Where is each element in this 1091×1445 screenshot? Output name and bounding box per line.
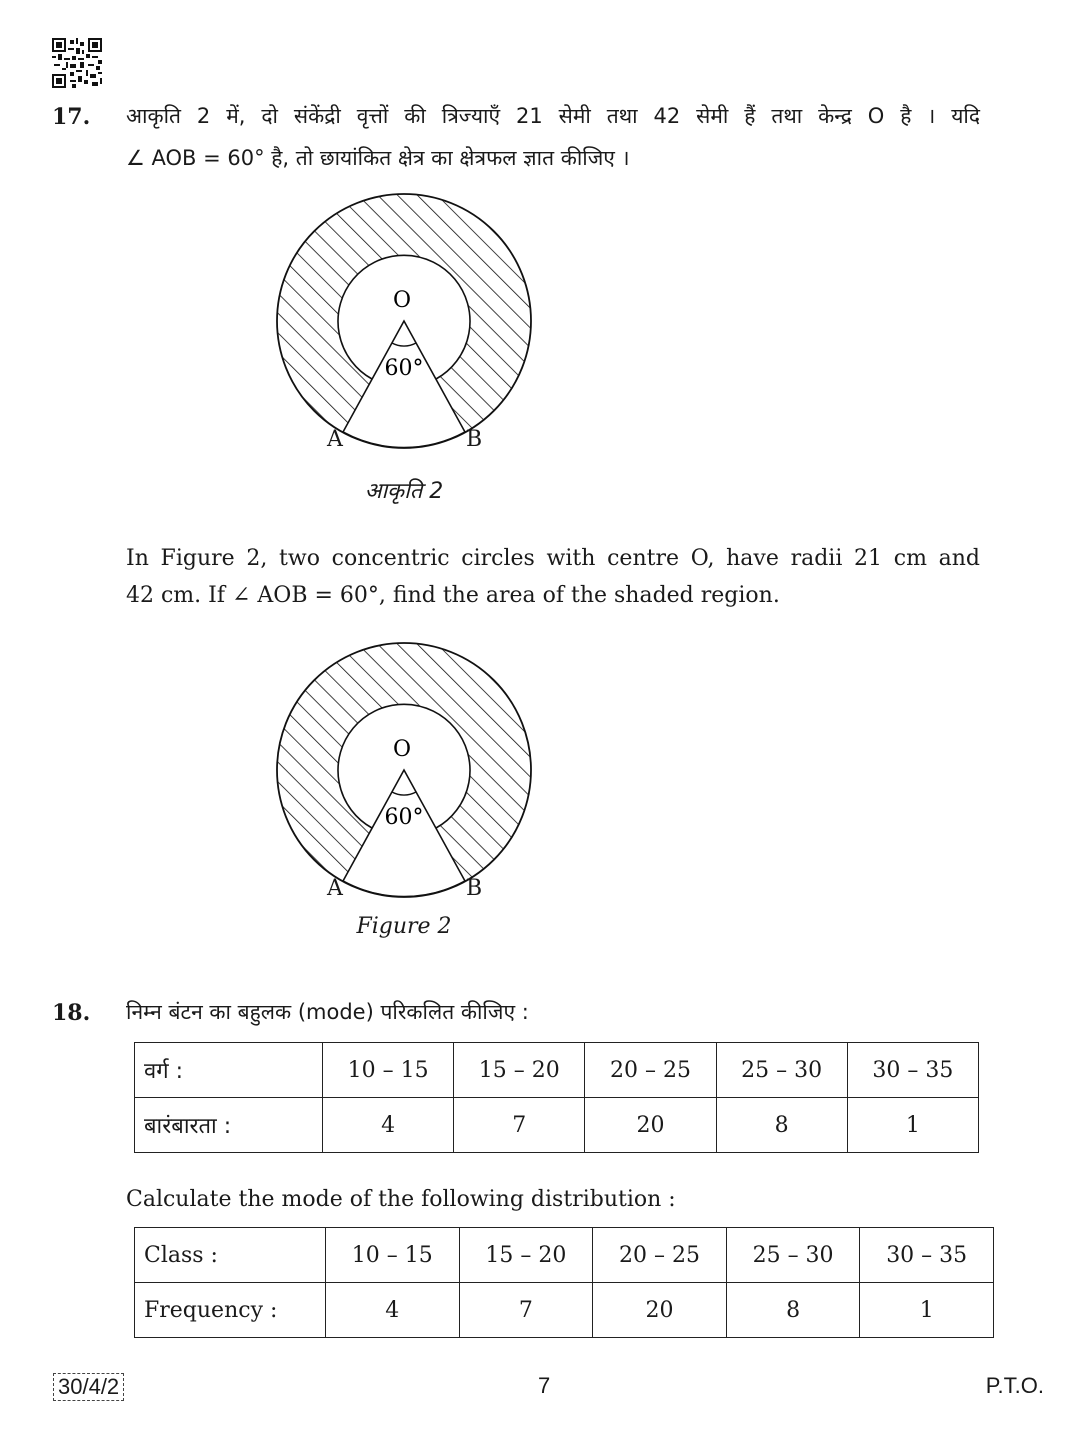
- q17-hindi-line-2: ∠ AOB = 60° है, तो छायांकित क्षेत्र का क्षेत्रफल ज्ञात कीजिए ।: [126, 146, 630, 170]
- paper-code: 30/4/2: [53, 1373, 124, 1401]
- q18-hindi-prompt: निम्न बंटन का बहुलक (mode) परिकलित कीजिए :: [126, 1000, 529, 1024]
- table-row: [135, 1098, 979, 1153]
- page-number: 7: [538, 1373, 551, 1398]
- table-row: [135, 1043, 979, 1098]
- figure-caption-en: Figure 2: [356, 914, 452, 939]
- label-O: O: [392, 737, 412, 762]
- table-cell: 20: [593, 1283, 727, 1338]
- q17-english-line-2: 42 cm. If ∠ AOB = 60°, find the area of the shaded region.: [126, 583, 780, 608]
- label-B: B: [466, 876, 483, 901]
- concentric-circles-figure-hi: [268, 185, 540, 457]
- table-row: [135, 1283, 994, 1338]
- table-cell: 8: [716, 1098, 847, 1153]
- table-cell: 15 – 20: [454, 1043, 585, 1098]
- table-cell: वर्ग :: [135, 1043, 323, 1098]
- table-cell: Class :: [135, 1228, 326, 1283]
- table-cell: 20 – 25: [593, 1228, 727, 1283]
- english-distribution-table: [134, 1227, 994, 1338]
- table-cell: 20: [585, 1098, 716, 1153]
- question-number-17: 17.: [52, 104, 91, 130]
- figure-caption-hi: आकृति 2: [364, 479, 444, 504]
- table-cell: 4: [326, 1283, 460, 1338]
- table-cell: 25 – 30: [716, 1043, 847, 1098]
- table-cell: 10 – 15: [326, 1228, 460, 1283]
- q17-hindi-line-1: आकृति 2 में, दो संकेंद्री वृत्तों की त्रिज्याएँ 21 सेमी तथा 42 सेमी हैं तथा केन्द्र O है । यदि: [126, 104, 980, 128]
- hindi-distribution-table: [134, 1042, 979, 1153]
- table-cell: 30 – 35: [860, 1228, 994, 1283]
- table-cell: 25 – 30: [726, 1228, 860, 1283]
- label-A: A: [327, 427, 343, 452]
- table-row: [135, 1228, 994, 1283]
- q17-english-line-1: In Figure 2, two concentric circles with centre O, have radii 21 cm and: [126, 546, 980, 571]
- label-O: O: [392, 288, 412, 313]
- table-cell: 8: [726, 1283, 860, 1338]
- table-cell: 1: [847, 1098, 978, 1153]
- table-cell: 7: [454, 1098, 585, 1153]
- please-turn-over: P.T.O.: [985, 1373, 1044, 1398]
- concentric-circles-figure-en: [268, 634, 540, 906]
- table-cell: 20 – 25: [585, 1043, 716, 1098]
- table-cell: 10 – 15: [323, 1043, 454, 1098]
- table-cell: 4: [323, 1098, 454, 1153]
- question-number-18: 18.: [52, 1000, 91, 1026]
- q18-english-prompt: Calculate the mode of the following distribution :: [126, 1187, 676, 1212]
- table-cell: 30 – 35: [847, 1043, 978, 1098]
- table-cell: Frequency :: [135, 1283, 326, 1338]
- qr-code-icon: [52, 38, 102, 88]
- table-cell: 7: [459, 1283, 593, 1338]
- label-A: A: [327, 876, 343, 901]
- table-cell: बारंबारता :: [135, 1098, 323, 1153]
- label-B: B: [466, 427, 483, 452]
- table-cell: 15 – 20: [459, 1228, 593, 1283]
- angle-label: 60°: [384, 356, 424, 381]
- table-cell: 1: [860, 1283, 994, 1338]
- angle-label: 60°: [384, 805, 424, 830]
